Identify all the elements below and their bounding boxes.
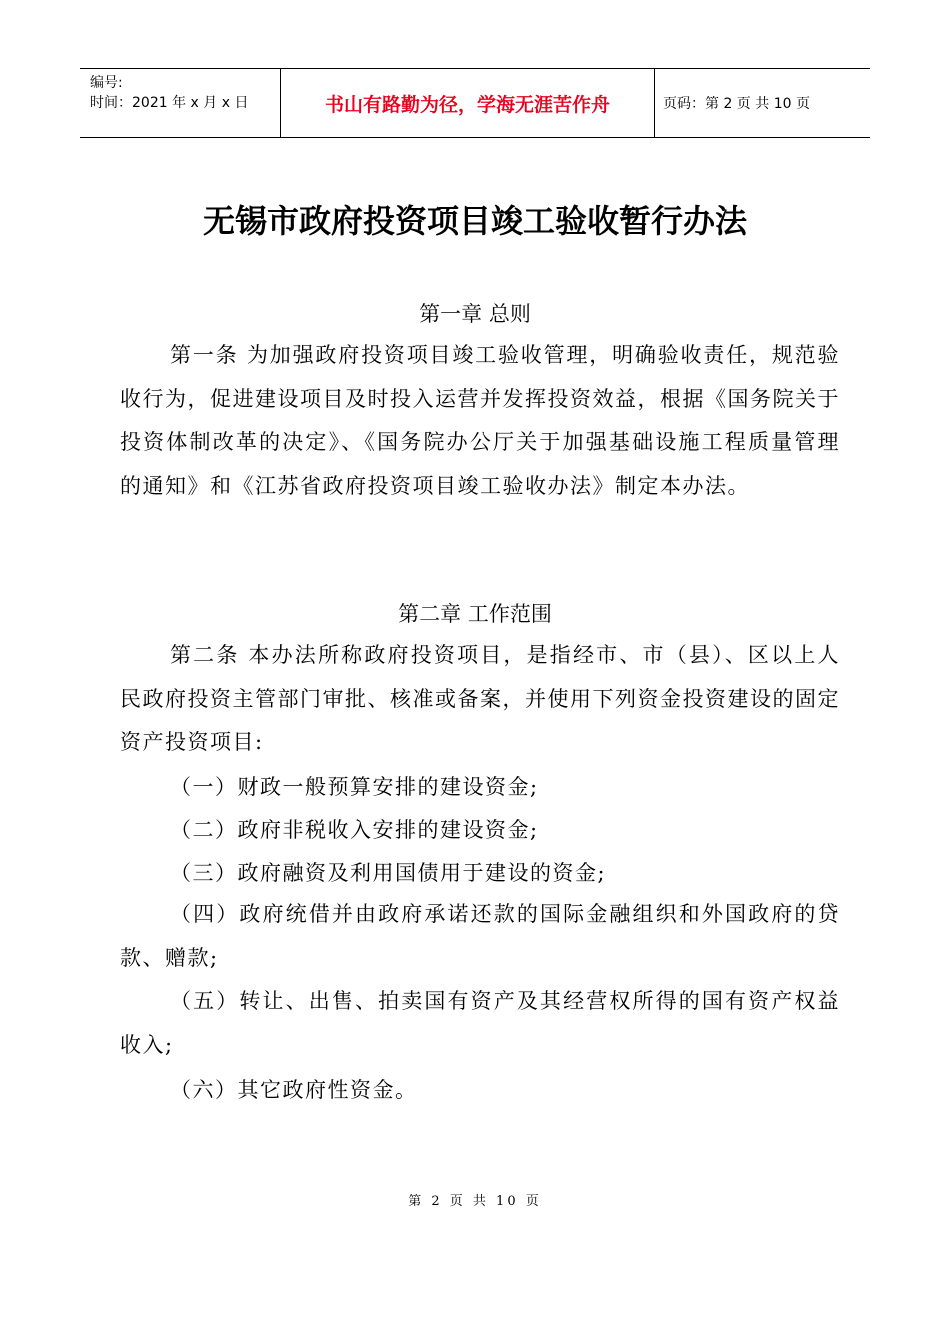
page-info: 页码：第 2 页 共 10 页	[663, 96, 810, 112]
page-footer: 第 2 页 共 10 页	[408, 1194, 542, 1209]
page-header	[80, 68, 870, 138]
motto: 书山有路勤为径，学海无涯苦作舟	[281, 69, 655, 137]
list-item: （四）政府统借并由政府承诺还款的国际金融组织和外国政府的贷款、赠款;	[120, 902, 840, 970]
list-item: （一）财政一般预算安排的建设资金;	[170, 775, 539, 799]
chapter-heading-2: 第二章 工作范围	[398, 602, 552, 626]
article-1: 第一条 为加强政府投资项目竣工验收管理，明确验收责任，规范验收行为，促进建设项目及时投入运营并发挥投资效益，根据《国务院关于投资体制改革的决定》、《国务院办公厅关于加强基础设施工程质量管理的通知》和《江苏省政府投资项目竣工验收办法》制定本办法。	[120, 343, 840, 498]
list-item: （五）转让、出售、拍卖国有资产及其经营权所得的国有资产权益收入;	[120, 989, 840, 1057]
list-item: （六）其它政府性资金。	[170, 1078, 418, 1102]
document-title: 无锡市政府投资项目竣工验收暂行办法	[202, 202, 747, 240]
header-meta	[80, 69, 281, 137]
article-2: 第二条 本办法所称政府投资项目，是指经市、市（县）、区以上人民政府投资主管部门审批、核准或备案，并使用下列资金投资建设的固定资产投资项目:	[120, 643, 840, 754]
number-label: 编号:	[90, 75, 123, 91]
list-item: （三）政府融资及利用国债用于建设的资金;	[170, 861, 607, 885]
list-item: （二）政府非税收入安排的建设资金;	[170, 818, 539, 842]
chapter-heading-1: 第一章 总则	[419, 302, 531, 326]
time-label: 时间：2021 年 x 月 x 日	[90, 95, 249, 111]
